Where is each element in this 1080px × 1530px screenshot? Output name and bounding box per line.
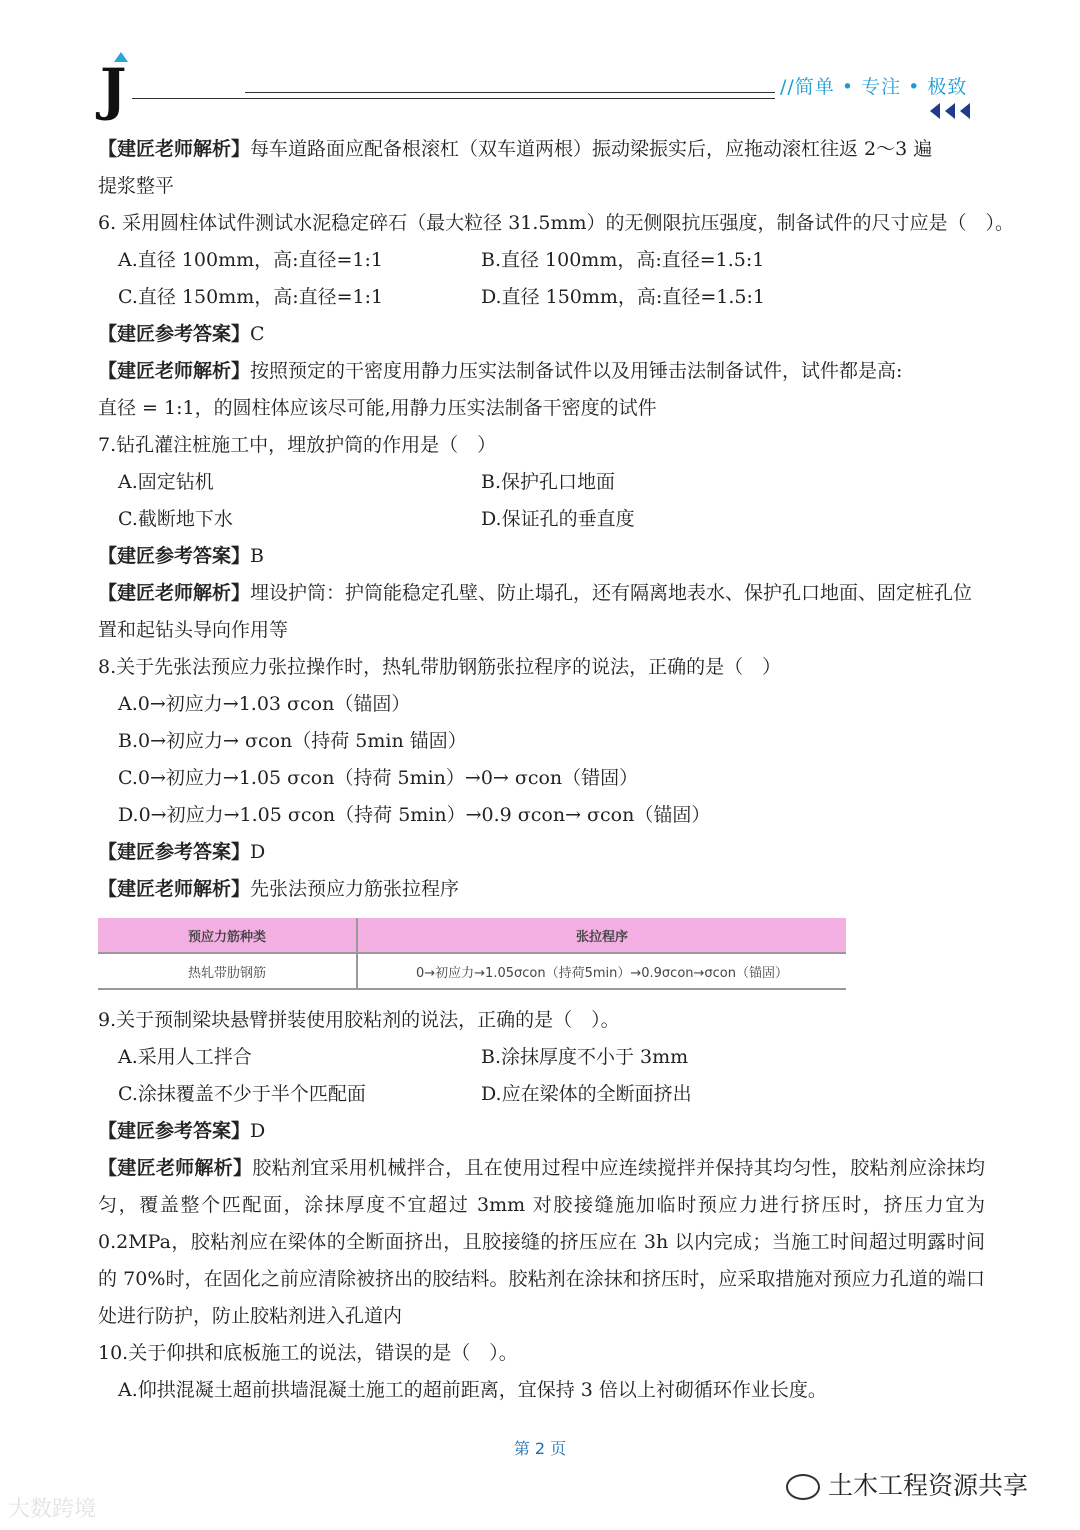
q6-options-row1 (98, 242, 985, 279)
option-d: D.保证孔的垂直度 (481, 508, 635, 530)
option-a: A.直径 100mm，高:直径=1:1 (118, 249, 383, 271)
wechat-icon (786, 1474, 820, 1500)
q6-options-row2 (98, 279, 985, 316)
q7-analysis: 【建匠老师解析】埋设护筒：护筒能稳定孔壁、防止塌孔，还有隔离地表水、保护孔口地面、固定桩孔位 (98, 582, 973, 604)
option-b: B.0→初应力→ σcon（持荷 5min 锚固） (118, 730, 467, 752)
option-b: B.涂抹厚度不小于 3mm (481, 1046, 689, 1068)
option-b: B.直径 100mm，高:直径=1.5:1 (481, 249, 765, 271)
q6-question: 6. 采用圆柱体试件测试水泥稳定碎石（最大粒径 31.5mm）的无侧限抗压强度，制备试件的尺寸应是（ ）。 (98, 212, 1015, 234)
q7-answer: 【建匠参考答案】B (98, 545, 264, 567)
q7-options-row1 (98, 464, 985, 501)
triangle-left-icon (960, 103, 970, 119)
document-body (98, 131, 1015, 1409)
table-header-cell: 张拉程序 (357, 918, 846, 953)
option-a: A.固定钻机 (118, 471, 214, 493)
q8-answer: 【建匠参考答案】D (98, 841, 266, 863)
q6-answer: 【建匠参考答案】C (98, 323, 265, 345)
header-slogan: //简单 • 专注 • 极致 (780, 76, 968, 98)
q7-question: 7.钻孔灌注桩施工中，埋放护筒的作用是（ ） (98, 434, 497, 456)
option-d: D.直径 150mm，高:直径=1.5:1 (481, 286, 765, 308)
q9-options-row2 (98, 1076, 985, 1113)
option-b: B.保护孔口地面 (481, 471, 616, 493)
q10-question: 10.关于仰拱和底板施工的说法，错误的是（ ）。 (98, 1342, 518, 1364)
tension-procedure-table (98, 918, 846, 990)
triangle-left-icon (930, 103, 940, 119)
q9-question: 9.关于预制梁块悬臂拼装使用胶粘剂的说法，正确的是（ ）。 (98, 1009, 620, 1031)
header-rule-top (245, 92, 775, 93)
watermark-left: 大数跨境 (8, 1497, 97, 1522)
q8-analysis: 【建匠老师解析】先张法预应力筋张拉程序 (98, 878, 460, 900)
header-triangles (930, 102, 975, 124)
option-c: C.截断地下水 (118, 508, 233, 530)
option-a: A.仰拱混凝土超前拱墙混凝土施工的超前距离，宜保持 3 倍以上衬砌循环作业长度。 (118, 1379, 827, 1401)
option-c: C.0→初应力→1.05 σcon（持荷 5min）→0→ σcon（错固） (118, 767, 639, 789)
q9-answer: 【建匠参考答案】D (98, 1120, 266, 1142)
table-header-cell: 预应力筋种类 (98, 918, 357, 953)
logo: J (100, 57, 127, 123)
q9-options-row1 (98, 1039, 985, 1076)
q6-analysis: 【建匠老师解析】按照预定的干密度用静力压实法制备试件以及用锤击法制备试件，试件都是高: (98, 360, 903, 382)
table-cell: 0→初应力→1.05σcon（持荷5min）→0.9σcon→σcon（锚固） (357, 953, 846, 989)
option-a: A.0→初应力→1.03 σcon（锚固） (118, 693, 411, 715)
q5-analysis-cont: 提浆整平 (98, 175, 175, 197)
q8-question: 8.关于先张法预应力张拉操作时，热轧带肋钢筋张拉程序的说法，正确的是（ ） (98, 656, 782, 678)
option-d: D.0→初应力→1.05 σcon（持荷 5min）→0.9 σcon→ σcon（锚固） (118, 804, 711, 826)
table-cell: 热轧带肋钢筋 (98, 953, 357, 989)
table-row (98, 953, 846, 989)
q6-analysis-cont: 直径 = 1:1，的圆柱体应该尽可能,用静力压实法制备干密度的试件 (98, 397, 657, 419)
header-rule-bottom (132, 98, 775, 99)
q5-analysis: 【建匠老师解析】每车道路面应配备根滚杠（双车道两根）振动梁振实后，应拖动滚杠往返 2～3 遍 (98, 138, 933, 160)
q7-analysis-cont: 置和起钻头导向作用等 (98, 619, 289, 641)
page-number: 第 2 页 (513, 1439, 567, 1458)
triangle-left-icon (945, 103, 955, 119)
option-a: A.采用人工拌合 (118, 1046, 252, 1068)
table-header-row (98, 918, 846, 953)
page-header (100, 58, 985, 126)
q9-analysis: 【建匠老师解析】胶粘剂宜采用机械拌合，且在使用过程中应连续搅拌并保持其均匀性，胶粘剂应涂抹均匀，覆盖整个匹配面，涂抹厚度不宜超过 3mm 对胶接缝施加临时预应力进行挤压时，挤压力宜为 0.2MPa，胶粘剂应在梁体的全断面挤出，且胶接缝的挤压应在 3h 以内完成；当施工时间超过明露时间的 70%时，在固化之前应清除被挤出的胶结料。胶粘剂在涂抹和挤压时，应采取措施对预应力孔道的端口处进行防护，防止胶粘剂进入孔道内 (98, 1157, 985, 1327)
option-c: C.涂抹覆盖不少于半个匹配面 (118, 1083, 366, 1105)
watermark-wechat: 土木工程资源共享 (786, 1466, 1028, 1502)
option-c: C.直径 150mm，高:直径=1:1 (118, 286, 384, 308)
option-d: D.应在梁体的全断面挤出 (481, 1083, 692, 1105)
q7-options-row2 (98, 501, 985, 538)
